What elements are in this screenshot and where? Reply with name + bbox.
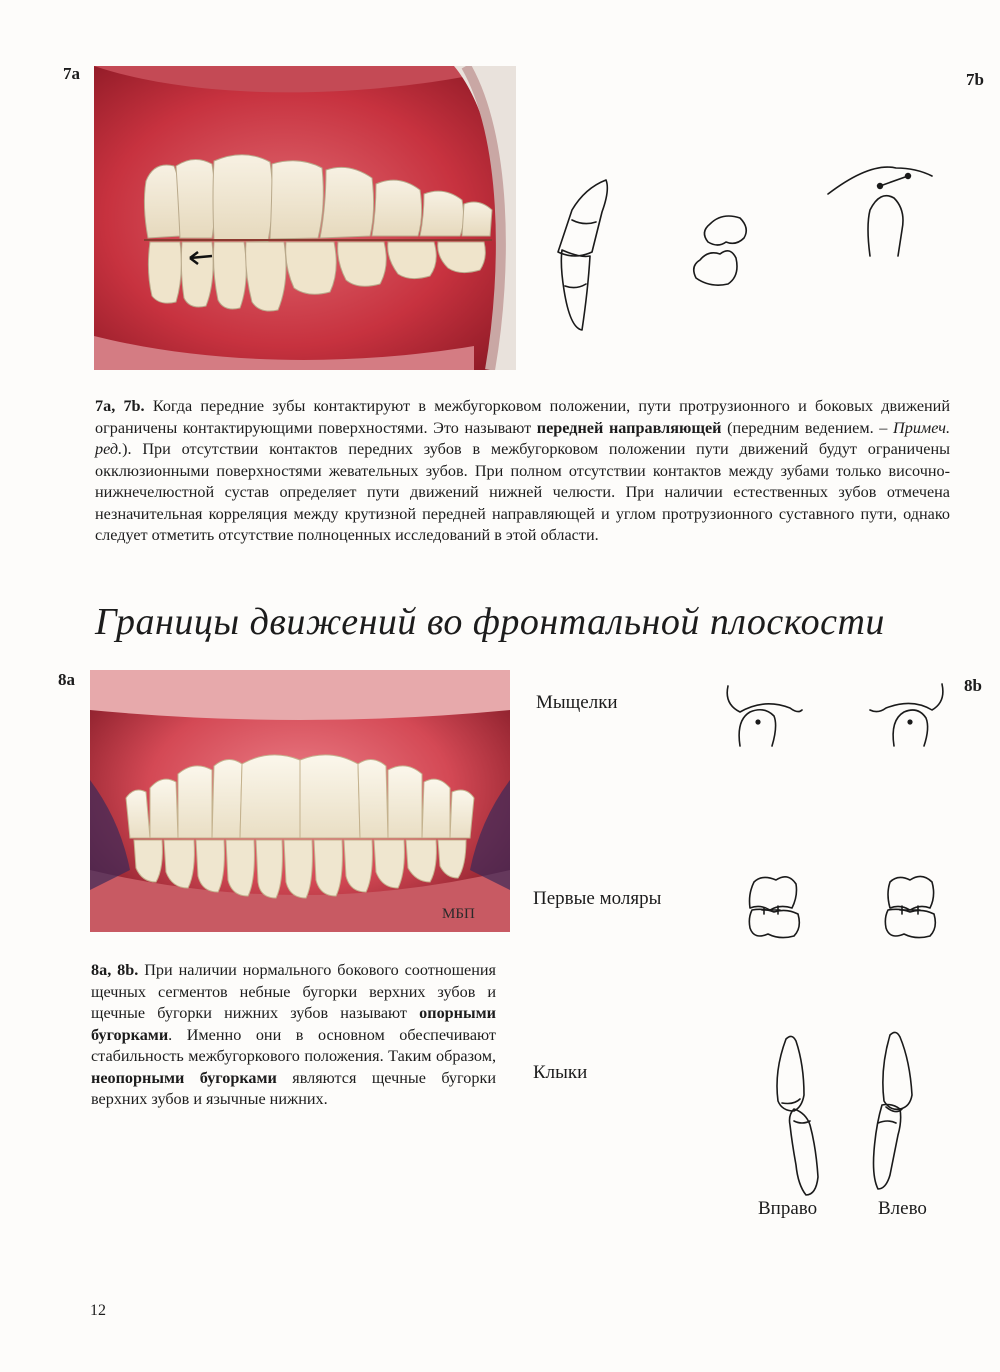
figure-7b-label: 7b — [966, 70, 984, 89]
first-molars-drawing — [740, 870, 950, 950]
upper-molar-outline — [704, 216, 746, 245]
caption-term: опорными бугорками — [91, 1004, 496, 1044]
caption-text: (передним ведением. – — [721, 418, 894, 437]
photo-watermark: МБП — [442, 906, 475, 922]
figure-7a-photo — [94, 66, 516, 370]
caption-text: При наличии нормального бокового соотношения щечных сегментов небные бугорки верхних зубов и щечные бугорки нижних зубов называют — [91, 961, 496, 1022]
figure-8a-photo — [90, 670, 510, 932]
caption-text: . Именно они в основном обеспечивают стабильность межбугоркового положения. Таким образом, — [91, 1025, 496, 1065]
figure-8b-label: 8b — [964, 676, 982, 695]
figure-7b-drawing — [540, 150, 950, 340]
canines-drawing — [760, 1025, 940, 1200]
row-label-first-molars: Первые моляры — [533, 888, 662, 909]
molar-left-drawing — [885, 876, 935, 937]
editor-note: Примеч. ред. — [95, 418, 950, 458]
upper-incisor-outline — [558, 180, 607, 256]
canine-right-drawing — [777, 1036, 818, 1195]
lower-molar-outline — [694, 251, 737, 285]
articular-eminence-outline — [828, 167, 932, 194]
page-number: 12 — [90, 1302, 106, 1319]
caption-text: являются щечные бугорки верхних зубов и язычные нижних. — [91, 1068, 496, 1108]
condyles-drawing — [720, 680, 950, 760]
teeth-frontal-photo-image — [90, 670, 510, 932]
molar-right-drawing — [749, 877, 799, 938]
caption-text: ). При отсутствии контактов передних зубов в межбугорковом положении пути движений будут ограничены окклюзионными поверхностями жевательных зубов. При полном отсутствии контактов между зубами только височно-нижнечелюстной сустав определяет пути движений нижней челюсти. При наличии естественных зубов отмечена незначительная корреляция между крутизной передней направляющей и углом протрузионного суставного пути, однако следует отметить отсутствие полноценных исследований в этой области. — [95, 440, 950, 544]
figure-7-caption — [95, 396, 950, 547]
condyle-outline — [868, 196, 903, 256]
teeth-lateral-photo-image — [94, 66, 516, 370]
section-title: Границы движений во фронтальной плоскости — [95, 601, 885, 643]
caption-term: передней направляющей — [536, 418, 722, 437]
side-label-right: Вправо — [758, 1198, 818, 1219]
figure-7a-label: 7a — [63, 64, 80, 83]
canine-left-drawing — [874, 1032, 913, 1189]
side-label-left: Влево — [878, 1198, 927, 1219]
row-label-condyles: Мыщелки — [536, 692, 618, 713]
figure-8-caption — [91, 960, 496, 1111]
condyle-right-drawing — [727, 686, 802, 746]
caption-term: неопорными бугорками — [91, 1068, 277, 1087]
row-label-canines: Клыки — [533, 1062, 588, 1083]
caption-lead: 8a, 8b. — [91, 961, 139, 979]
condyle-left-drawing — [870, 684, 943, 746]
caption-lead: 7a, 7b. — [95, 397, 145, 415]
figure-8a-label: 8a — [58, 670, 75, 689]
caption-text: Когда передние зубы контактируют в межбугорковом положении, пути протрузионного и боковых движений ограничены контактирующими поверхностями. Это называют — [95, 397, 950, 437]
lower-incisor-outline — [561, 250, 590, 330]
